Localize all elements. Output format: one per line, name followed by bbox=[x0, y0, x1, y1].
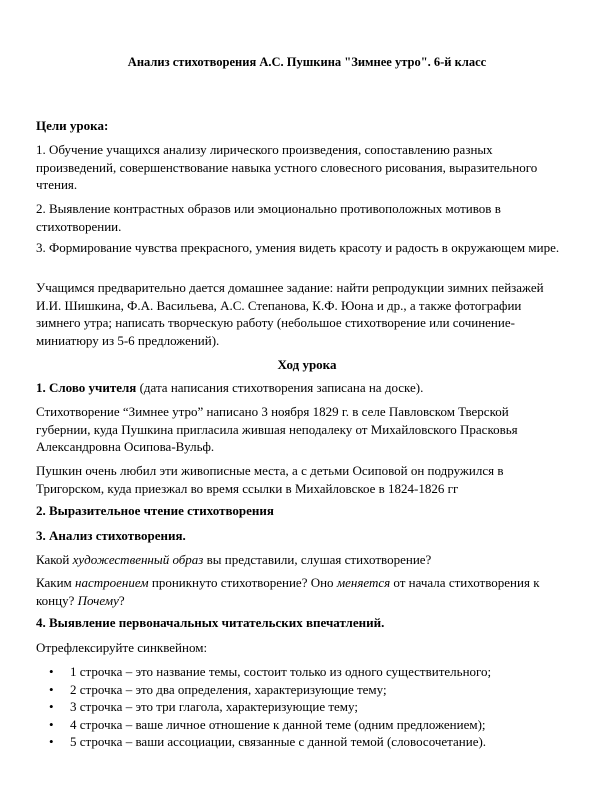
q2-text-g: ? bbox=[118, 592, 125, 608]
section-1-title: 1. Слово учителя bbox=[36, 380, 137, 395]
bullet-icon: • bbox=[49, 664, 54, 679]
q2-emphasis-why: Почему bbox=[77, 592, 119, 608]
section-1-paragraph-2: Пушкин очень любил эти живописные места, а с детьми Осиповой он подружился в Тригорском, куда приезжал во время ссылки в Михайловское в 1824-1826 гг bbox=[36, 463, 504, 496]
q2-text-a: Каким bbox=[36, 575, 76, 590]
list-item bbox=[36, 733, 576, 751]
goal-2: 2. Выявление контрастных образов или эмоционально противоположных мотивов в стихотворении. bbox=[36, 201, 501, 234]
q2-emphasis-changes: меняется bbox=[336, 575, 391, 590]
bullet-icon: • bbox=[49, 734, 54, 750]
q2-emphasis-mood: настроением bbox=[75, 575, 149, 590]
section-1-paragraph-1: Стихотворение “Зимнее утро” написано 3 ноября 1829 г. в селе Павловском Тверской губернии, куда Пушкина пригласила жившая неподалеку от Михайловского Прасковья Александровна Осипова-Вульф. bbox=[36, 404, 518, 454]
list-item-text: 3 строчка – это три глагола, характеризующие тему; bbox=[70, 699, 358, 715]
list-item bbox=[36, 663, 576, 681]
lesson-heading: Ход урока bbox=[277, 357, 337, 372]
bullet-icon: • bbox=[49, 681, 54, 697]
bullet-icon: • bbox=[49, 716, 54, 732]
section-4-title: 4. Выявление первоначальных читательских впечатлений. bbox=[36, 615, 385, 630]
goal-1: 1. Обучение учащихся анализу лирического произведения, сопоставлению разных произведений, совершенствование навыка устного словесного рисования, выразительного чтения. bbox=[36, 142, 538, 192]
q1-emphasis: художественный образ bbox=[72, 552, 204, 567]
section-2-title: 2. Выразительное чтение стихотворения bbox=[36, 503, 274, 518]
list-item-text: 4 строчка – ваше личное отношение к данной теме (одним предложением); bbox=[70, 716, 486, 732]
section-3-title: 3. Анализ стихотворения. bbox=[36, 528, 186, 543]
list-item-text: 1 строчка – это название темы, состоит только из одного существительного; bbox=[70, 664, 492, 679]
section-4-intro: Отрефлексируйте синквейном: bbox=[36, 640, 208, 655]
section-3-question-2 bbox=[36, 574, 566, 609]
document-title: Анализ стихотворения А.С. Пушкина "Зимнее утро". 6-й класс bbox=[127, 55, 487, 69]
list-item bbox=[36, 716, 576, 734]
list-item-text: 2 строчка – это два определения, характеризующие тему; bbox=[70, 681, 387, 697]
section-3-question-1 bbox=[36, 551, 566, 569]
q1-text-c: вы представили, слушая стихотворение? bbox=[203, 552, 432, 567]
goals-heading: Цели урока: bbox=[36, 118, 109, 133]
cinquain-list bbox=[36, 663, 576, 751]
list-item-text: 5 строчка – ваши ассоциации, связанные с данной темой (словосочетание). bbox=[70, 734, 487, 750]
section-1-line bbox=[36, 379, 566, 397]
homework-paragraph: Учащимся предварительно дается домашнее задание: найти репродукции зимних пейзажей И.И. Шишкина, Ф.А. Васильева, А.С. Степанова, К.Ф. Юона и др., а также фотографии зимнего утра; написать творческую работу (небольшое стихотворение или сочинение-миниатюру из 5-6 предложений). bbox=[36, 280, 544, 348]
section-1-note: (дата написания стихотворения записана на доске). bbox=[136, 380, 424, 395]
bullet-icon: • bbox=[49, 699, 54, 715]
list-item bbox=[36, 698, 576, 716]
list-item bbox=[36, 681, 576, 699]
q1-text-a: Какой bbox=[36, 552, 73, 567]
q2-text-e: от начала стихотворения к концу? bbox=[36, 575, 540, 608]
q2-text-c: проникнуто стихотворение? Оно bbox=[148, 575, 337, 590]
goal-3: 3. Формирование чувства прекрасного, умения видеть красоту и радость в окружающем мире. bbox=[36, 240, 560, 255]
